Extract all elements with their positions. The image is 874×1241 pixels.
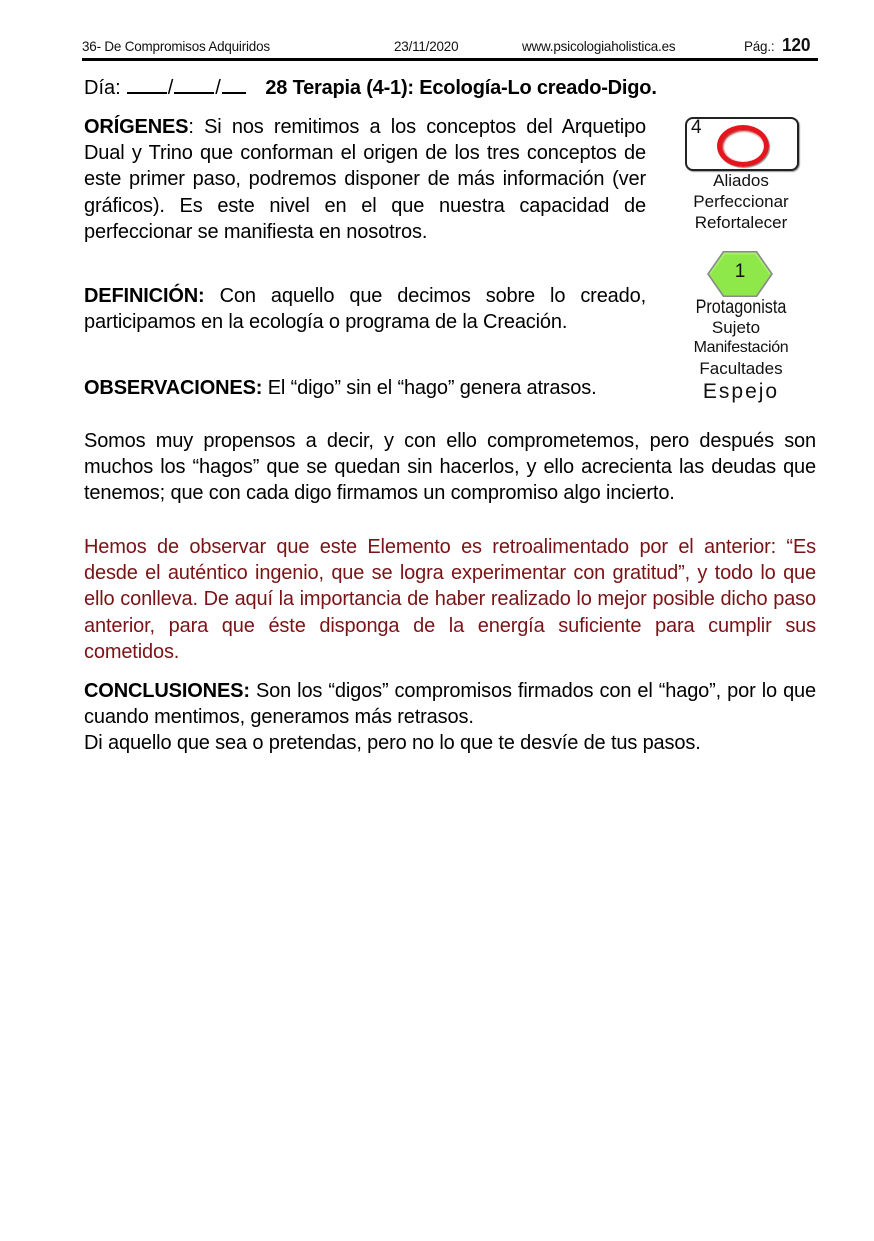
element-4-label: Perfeccionar [693, 192, 789, 211]
observaciones-paragraph-2: Somos muy propensos a decir, y con ello comprometemos, pero después son muchos los “hagos” que se quedan sin hacerlos, y ello acrecienta las deudas que tenemos; que con cada digo firmamos un compromiso algo incierto. [84, 430, 816, 505]
element-4-card [685, 117, 799, 171]
element-1-label: Espejo [702, 380, 780, 403]
observaciones-text: El “digo” sin el “hago” genera atrasos. [262, 377, 597, 399]
date-slash: / [167, 77, 174, 99]
element-1-label: Sujeto [711, 318, 761, 337]
conclusiones-text: Son los “digos” compromisos firmados con el “hago”, por lo que cuando mentimos, generamos más retrasos. [84, 680, 816, 729]
header-section-title: 36- De Compromisos Adquiridos [82, 38, 270, 54]
year-blank [222, 76, 246, 94]
day-blank [127, 76, 167, 94]
page-header [82, 36, 818, 61]
definicion-paragraph [84, 283, 646, 335]
element-1-label: Manifestación [693, 339, 789, 356]
date-slash: / [215, 77, 221, 99]
conclusiones-paragraph [84, 678, 816, 757]
definicion-label: DEFINICIÓN: [84, 285, 205, 307]
element-4-number: 4 [691, 117, 702, 138]
month-blank [174, 76, 214, 94]
header-date: 23/11/2020 [394, 38, 459, 54]
header-website: www.psicologiaholistica.es [522, 38, 676, 54]
origenes-label: ORÍGENES [84, 116, 189, 138]
element-4-label: Refortalecer [694, 213, 788, 232]
page-title [84, 76, 824, 100]
origenes-text: : Si nos remitimos a los conceptos del Arquetipo Dual y Trino que conforman el origen de los tres conceptos de este primer paso, podremos disponer de más información (ver gráficos). Es este nivel en el que nuestra capacidad de perfeccionar se manifiesta en nosotros. [84, 116, 646, 243]
element-1-label: Protagonista [695, 297, 787, 318]
observaciones-label: OBSERVACIONES: [84, 377, 263, 399]
definicion-text: Con aquello que decimos sobre lo creado, participamos en la ecología o programa de la Creación. [84, 285, 646, 334]
element-1-number: 1 [734, 261, 746, 282]
element-1-label: Facultades [699, 359, 783, 378]
day-label: Día: [84, 77, 121, 99]
therapy-title: 28 Terapia (4-1): Ecología-Lo creado-Digo. [265, 77, 657, 99]
origenes-paragraph [84, 114, 646, 245]
conclusiones-line-2: Di aquello que sea o pretendas, pero no lo que te desvíe de tus pasos. [84, 732, 701, 755]
observaciones-paragraph [84, 375, 646, 401]
element-4-label: Aliados [713, 171, 769, 190]
header-page-label: Pág.: [744, 38, 775, 54]
conclusiones-label: CONCLUSIONES: [84, 680, 250, 702]
green-hexagon-icon [705, 249, 775, 299]
header-page-number: 120 [782, 35, 811, 55]
observaciones-highlight: Hemos de observar que este Elemento es retroalimentado por el anterior: “Es desde el auténtico ingenio, que se logra experimentar con gratitud”, y todo lo que ello conlleva. De aquí la importancia de haber realizado lo mejor posible dicho paso anterior, para que éste disponga de la energía suficiente para cumplir sus cometidos. [84, 536, 816, 663]
red-ring-icon [717, 125, 769, 167]
